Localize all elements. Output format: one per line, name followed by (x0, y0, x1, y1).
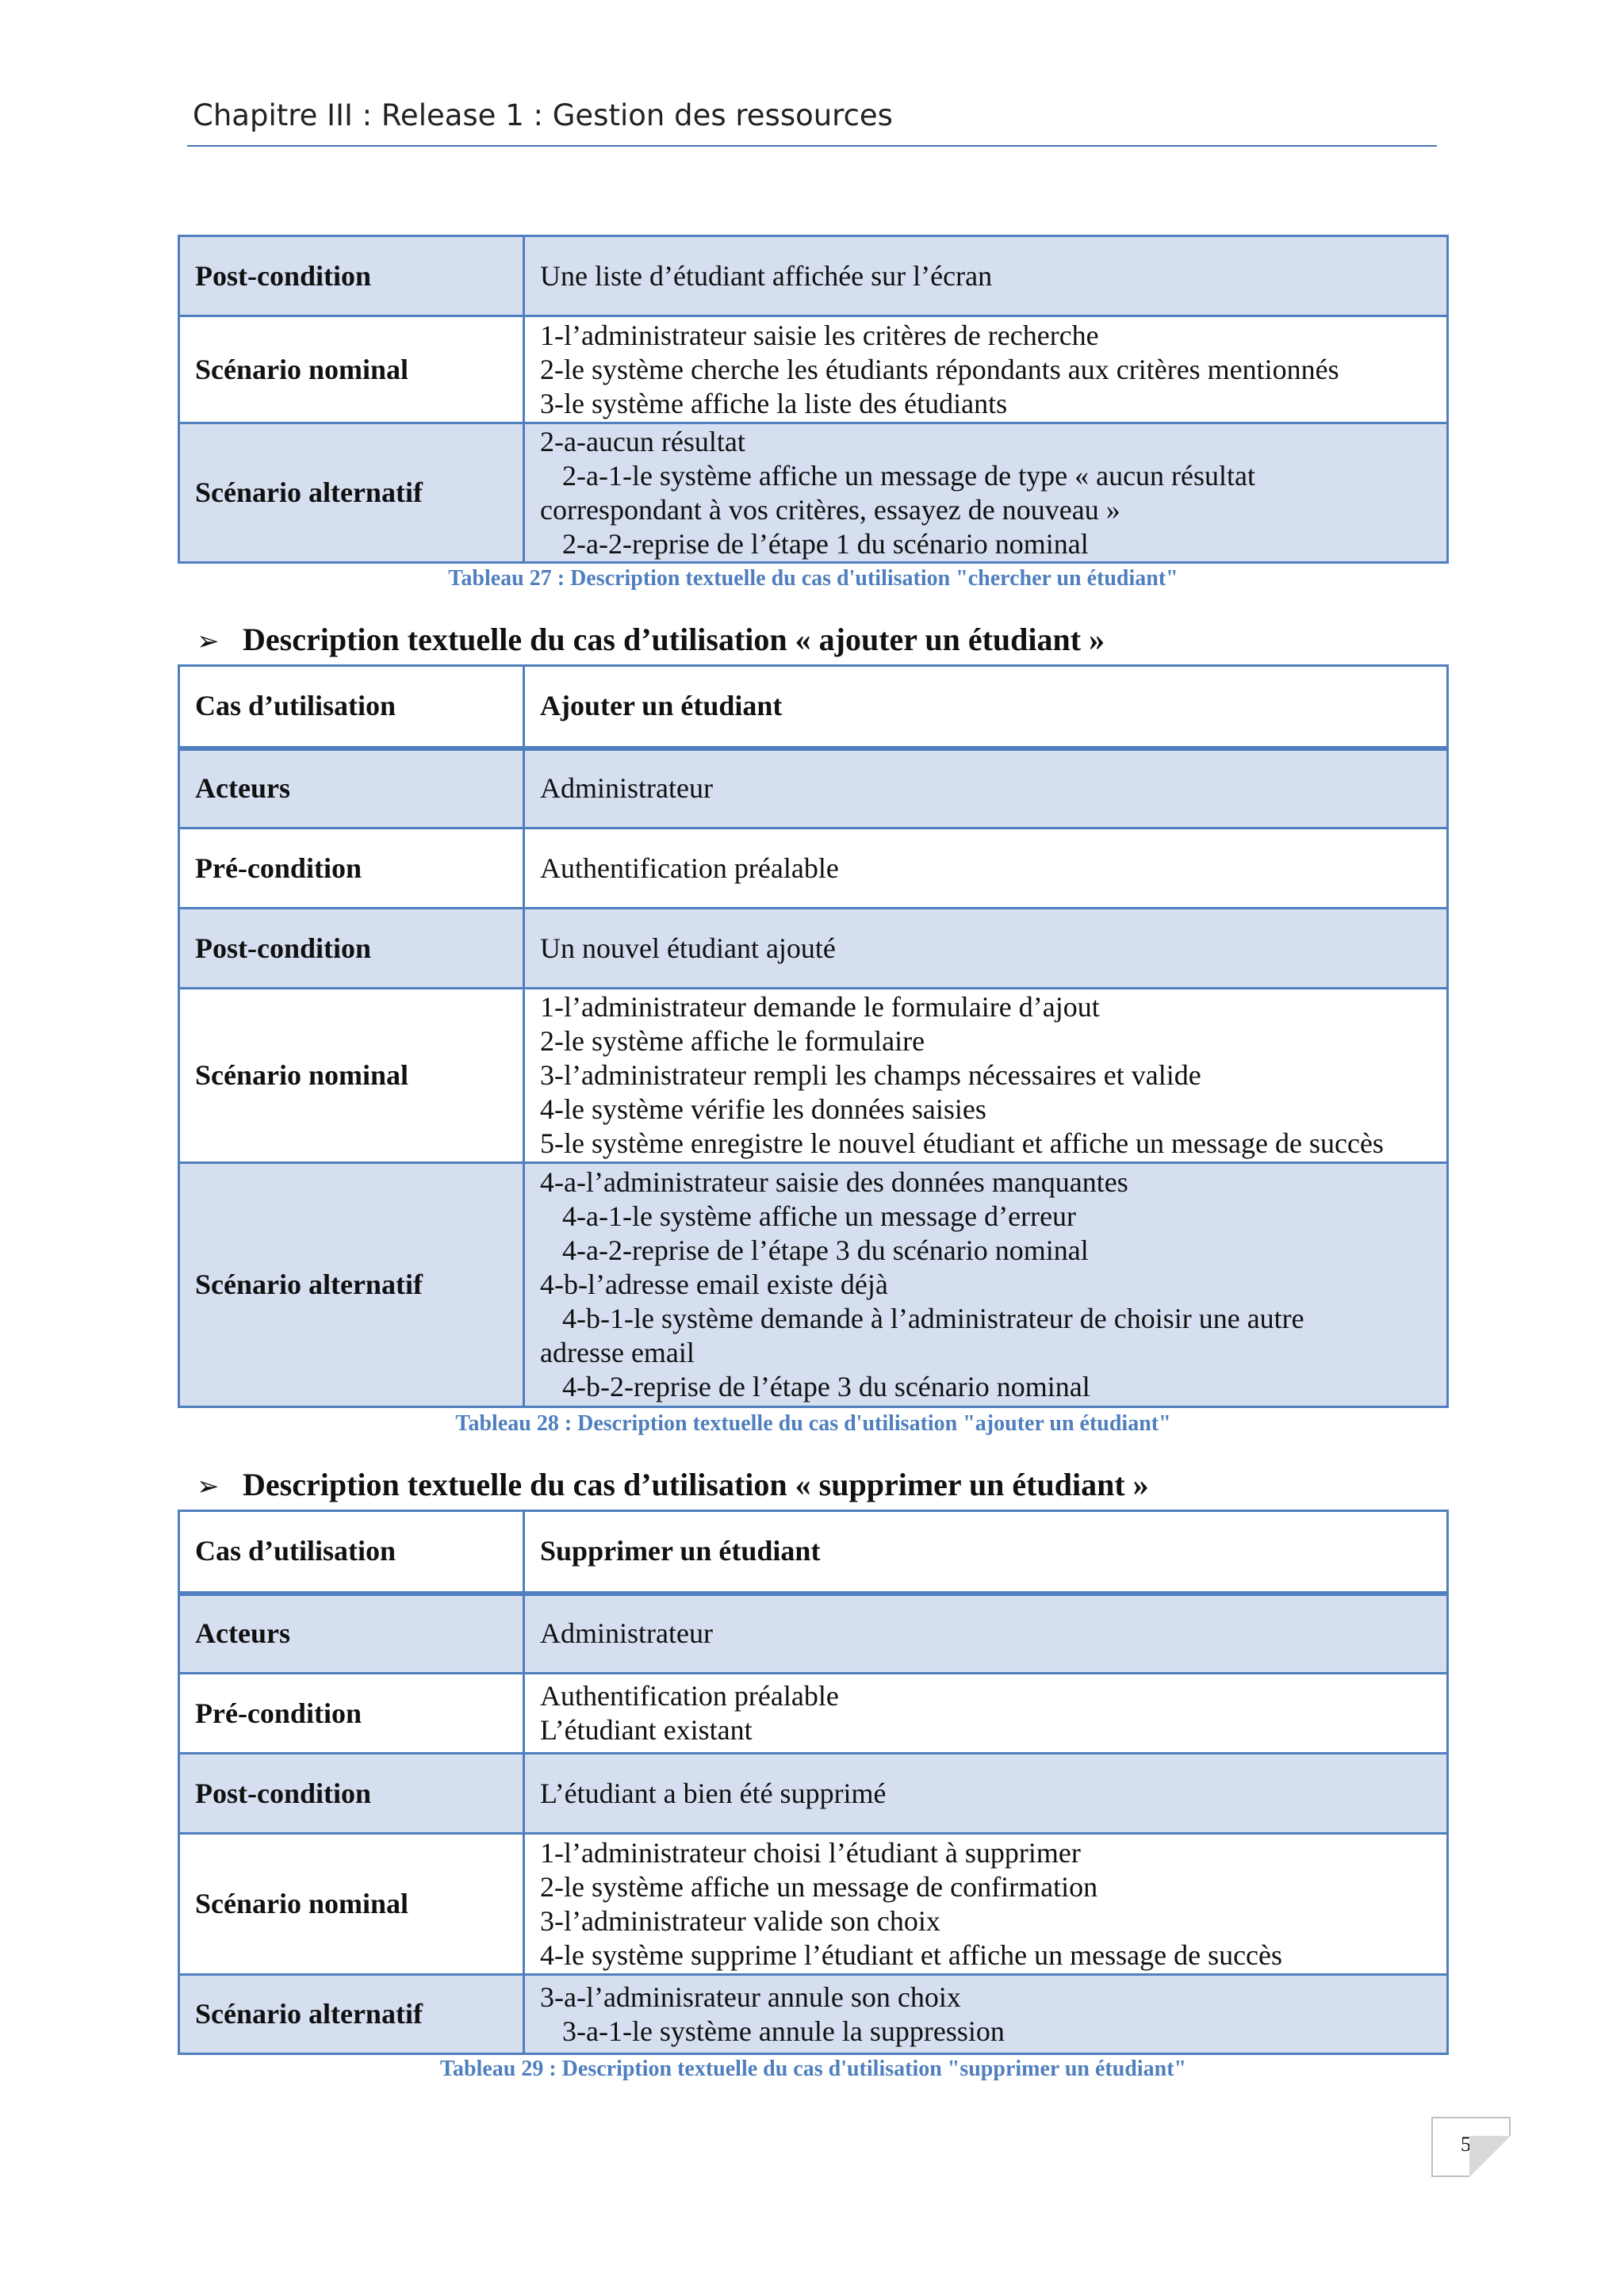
row-label: Scénario alternatif (179, 1975, 524, 2054)
section-title: Description textuelle du cas d’utilisation « ajouter un étudiant » (243, 622, 1105, 657)
text-line: 3-l’administrateur rempli les champs nécessaires et valide (540, 1059, 1201, 1091)
row-label: Post-condition (179, 1754, 524, 1834)
text-line: 3-le système affiche la liste des étudiants (540, 387, 1008, 419)
text-line: 4-le système vérifie les données saisies (540, 1093, 986, 1125)
row-label: Scénario nominal (179, 316, 524, 423)
row-value (524, 989, 1448, 1163)
row-value (524, 1511, 1448, 1594)
chapter-header: Chapitre III : Release 1 : Gestion des ressources (193, 98, 893, 132)
arrow-bullet-icon: ➢ (197, 626, 220, 657)
row-value (524, 666, 1448, 748)
text-line: Authentification préalable (540, 1680, 839, 1712)
table-row (179, 828, 1448, 909)
text-line: 2-a-1-le système affiche un message de type « aucun résultat (562, 459, 1256, 492)
text-line: 4-b-l’adresse email existe déjà (540, 1269, 888, 1300)
table-row (179, 1975, 1448, 2054)
text-line: Supprimer un étudiant (540, 1535, 821, 1567)
text-line: 4-a-1-le système affiche un message d’erreur (562, 1200, 1077, 1232)
text-line: 2-le système affiche le formulaire (540, 1025, 925, 1057)
table-28 (178, 664, 1449, 1408)
text-line: 3-a-1-le système annule la suppression (562, 2015, 1005, 2047)
text-line: L’étudiant existant (540, 1714, 753, 1746)
row-value (524, 909, 1448, 989)
table-caption: Tableau 28 : Description textuelle du cas d'utilisation "ajouter un étudiant" (455, 1411, 1171, 1436)
row-label: Scénario alternatif (179, 1163, 524, 1407)
row-label: Acteurs (179, 1594, 524, 1674)
text-line: 1-l’administrateur choisi l’étudiant à supprimer (540, 1836, 1081, 1869)
page-corner-fold-icon (1469, 2136, 1511, 2177)
row-value (524, 828, 1448, 909)
row-label: Scénario alternatif (179, 423, 524, 563)
text-line: 5-le système enregistre le nouvel étudiant et affiche un message de succès (540, 1127, 1384, 1159)
arrow-bullet-icon: ➢ (197, 1471, 220, 1502)
text-line: Un nouvel étudiant ajouté (540, 932, 836, 964)
text-line: 2-le système cherche les étudiants répondants aux critères mentionnés (540, 353, 1339, 385)
text-line: 4-b-2-reprise de l’étape 3 du scénario nominal (562, 1371, 1090, 1402)
text-line: 2-a-2-reprise de l’étape 1 du scénario nominal (562, 527, 1089, 560)
row-label: Post-condition (179, 909, 524, 989)
text-line: 4-le système supprime l’étudiant et affiche un message de succès (540, 1938, 1283, 1971)
table-row (179, 1834, 1448, 1975)
table-row (179, 989, 1448, 1163)
table-row (179, 1511, 1448, 1594)
text-line: adresse email (540, 1337, 695, 1368)
row-label: Acteurs (179, 748, 524, 828)
table-row (179, 1163, 1448, 1407)
section-title: Description textuelle du cas d’utilisation « supprimer un étudiant » (243, 1467, 1149, 1502)
text-line: Une liste d’étudiant affichée sur l’écran (540, 259, 993, 292)
section-heading (197, 621, 1105, 658)
row-label: Cas d’utilisation (179, 666, 524, 748)
table-row (179, 236, 1448, 316)
text-line: 1-l’administrateur saisie les critères de recherche (540, 319, 1099, 351)
table-row (179, 748, 1448, 828)
row-value (524, 316, 1448, 423)
page-number-box (1431, 2117, 1511, 2177)
row-value (524, 1594, 1448, 1674)
table-row (179, 423, 1448, 563)
row-value (524, 1163, 1448, 1407)
table-29 (178, 1510, 1449, 2055)
text-line: 3-a-l’adminisrateur annule son choix (540, 1980, 961, 2013)
table-row (179, 1754, 1448, 1834)
row-value (524, 748, 1448, 828)
header-rule (187, 145, 1437, 147)
page-number: 55 (1461, 2133, 1481, 2156)
section-heading (197, 1466, 1149, 1503)
table-row (179, 1594, 1448, 1674)
text-line: 4-a-l’administrateur saisie des données manquantes (540, 1166, 1128, 1198)
row-label: Cas d’utilisation (179, 1511, 524, 1594)
row-value (524, 1674, 1448, 1754)
row-value (524, 1754, 1448, 1834)
table-row (179, 1674, 1448, 1754)
table-row (179, 666, 1448, 748)
text-line: Ajouter un étudiant (540, 690, 783, 722)
row-label: Pré-condition (179, 1674, 524, 1754)
table-27 (178, 235, 1449, 564)
row-label: Post-condition (179, 236, 524, 316)
text-line: 3-l’administrateur valide son choix (540, 1904, 940, 1937)
row-value (524, 236, 1448, 316)
text-line: 4-b-1-le système demande à l’administrateur de choisir une autre (562, 1303, 1304, 1334)
row-value (524, 1975, 1448, 2054)
row-label: Scénario nominal (179, 1834, 524, 1975)
row-value (524, 423, 1448, 563)
text-line: 2-le système affiche un message de confirmation (540, 1870, 1098, 1903)
table-row (179, 316, 1448, 423)
text-line: 2-a-aucun résultat (540, 425, 745, 457)
table-caption: Tableau 27 : Description textuelle du cas d'utilisation "chercher un étudiant" (448, 566, 1178, 591)
text-line: Administrateur (540, 1617, 713, 1650)
text-line: 1-l’administrateur demande le formulaire d’ajout (540, 991, 1100, 1023)
text-line: L’étudiant a bien été supprimé (540, 1777, 887, 1809)
text-line: 4-a-2-reprise de l’étape 3 du scénario nominal (562, 1234, 1089, 1266)
text-line: Authentification préalable (540, 851, 839, 884)
text-line: correspondant à vos critères, essayez de nouveau » (540, 493, 1120, 526)
table-row (179, 909, 1448, 989)
table-caption: Tableau 29 : Description textuelle du cas d'utilisation "supprimer un étudiant" (439, 2057, 1187, 2081)
row-label: Pré-condition (179, 828, 524, 909)
row-value (524, 1834, 1448, 1975)
row-label: Scénario nominal (179, 989, 524, 1163)
text-line: Administrateur (540, 772, 713, 805)
